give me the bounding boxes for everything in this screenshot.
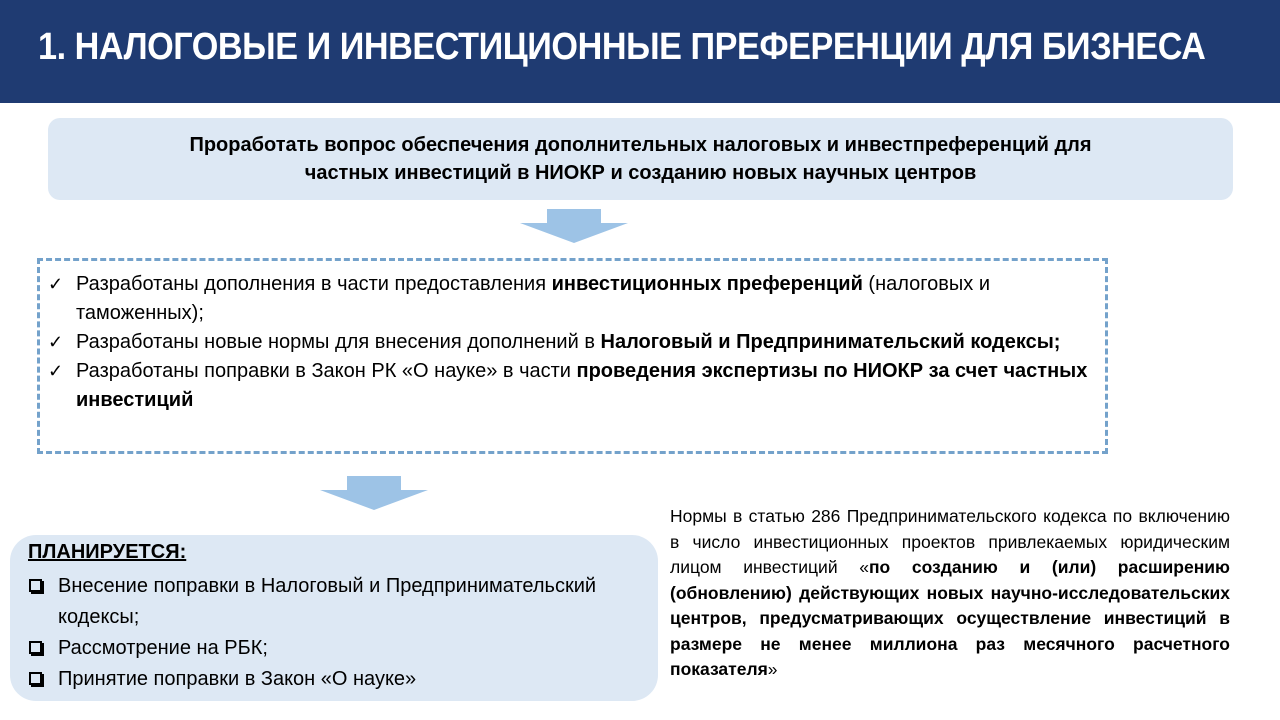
list-item: Принятие поправки в Закон «О науке» [28, 664, 648, 695]
list-item: ✓ Разработаны новые нормы для внесения дополнений в Налоговый и Предпринимательский кодексы; [48, 328, 1098, 357]
planned-title: ПЛАНИРУЕТСЯ: [28, 541, 187, 563]
goal-line-2: частных инвестиций в НИОКР и созданию новых научных центров [304, 162, 977, 184]
checkbox-icon [29, 672, 42, 685]
list-item: ✓ Разработаны поправки в Закон РК «О науке» в части проведения экспертизы по НИОКР за счет частных инвестиций [48, 357, 1098, 415]
check-icon: ✓ [48, 361, 64, 381]
article-note: Нормы в статью 286 Предпринимательского кодекса по включению в число инвестиционных проектов привлекаемых юридическим лицом инвестиций «по созданию и (или) расширению (обновлению) действующих новых научно-исследовательских центров, предусматривающих осуществление инвестиций в размере не менее миллиона раз месячного расчетного показателя» [670, 506, 1230, 679]
down-arrow-icon [320, 476, 428, 510]
list-item: Внесение поправки в Налоговый и Предпринимательский кодексы; [28, 571, 648, 633]
goal-line-1: Проработать вопрос обеспечения дополнительных налоговых и инвестпреференций для [189, 134, 1092, 156]
list-item: ✓ Разработаны дополнения в части предоставления инвестиционных преференций (налоговых и таможенных); [48, 270, 1098, 328]
check-icon: ✓ [48, 274, 64, 294]
down-arrow-icon [520, 209, 628, 243]
checkbox-icon [29, 579, 42, 592]
page-title: 1. НАЛОГОВЫЕ И ИНВЕСТИЦИОННЫЕ ПРЕФЕРЕНЦИИ ДЛЯ БИЗНЕСА [38, 26, 1206, 68]
planned-list [28, 571, 648, 695]
completed-actions-list [48, 270, 1098, 415]
checkbox-icon [29, 641, 42, 654]
header-banner [0, 0, 1280, 103]
goal-box [48, 118, 1233, 200]
goal-text [86, 131, 1196, 187]
check-icon: ✓ [48, 332, 64, 352]
list-item: Рассмотрение на РБК; [28, 633, 648, 664]
